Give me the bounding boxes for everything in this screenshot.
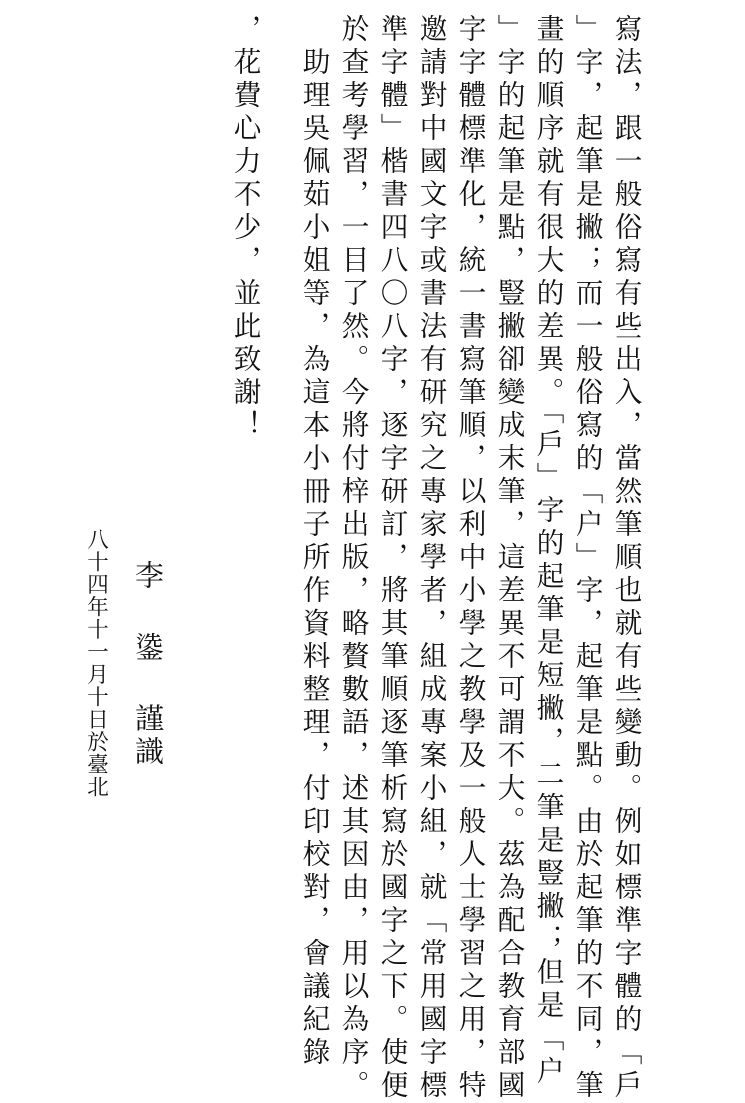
signature-family-name: 鍌 [131, 632, 165, 661]
body-column-4: 」字的起筆是點，豎撇卻變成末筆，這差異不可謂不大。茲為配合教育部國 [492, 14, 526, 1103]
body-column-5: 字字體標準化，統一書寫筆順，以利中小學之教學及一般人士學習之用，特 [453, 14, 487, 1103]
body-column-7: 準字體」楷書四八〇八字，逐字研訂，將其筆順逐筆析寫於國字之下。使便 [375, 14, 409, 1103]
body-column-2: 」字，起筆是撇；而一般俗寫的「户」字，起筆是點。由於起筆的不同，筆 [570, 14, 604, 1103]
date-place-line: 八十四年十一月十日於臺北 [83, 528, 109, 798]
body-column-3: 畫的順序就有很大的差異。「戶」字的起筆是短撇，二筆是豎撇；但是「户 [531, 14, 565, 1090]
body-column-10: ，花費心力不少，並此致謝！ [228, 14, 262, 443]
body-column-1: 寫法，跟一般俗寫有些出入，當然筆順也就有些變動。例如標準字體的「戶 [609, 14, 643, 1103]
signature-given-name: 李 [131, 560, 165, 589]
body-column-9: 助理吳佩茹小姐等，為這本小冊子所作資料整理，付印校對，會議紀錄 [297, 14, 331, 1070]
signature-suffix: 謹識 [131, 703, 165, 769]
body-column-8: 於查考學習，一目了然。今將付梓出版，略贅數語，述其因由，用以為序。 [336, 14, 370, 1103]
body-column-6: 邀請對中國文字或書法有研究之專家學者，組成專案小組，就「常用國字標 [414, 14, 448, 1103]
